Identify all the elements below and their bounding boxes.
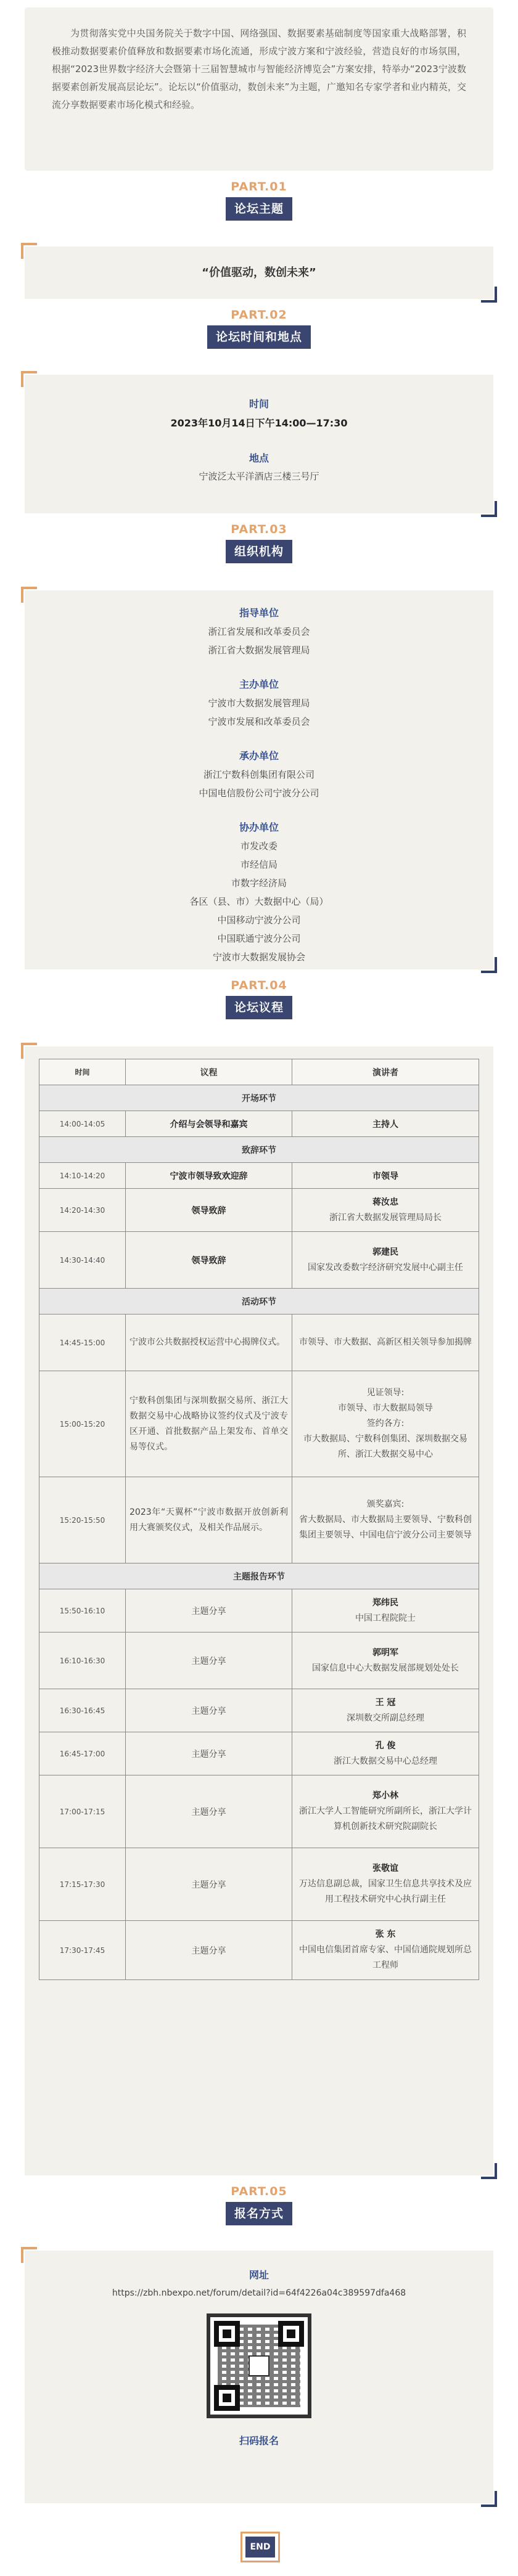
speaker-name: 郭明军 (372, 1647, 398, 1658)
qr-code-wrapper (25, 2313, 493, 2418)
table-row (39, 1371, 479, 1477)
time-cell: 14:20-14:30 (39, 1189, 126, 1232)
topic-cell: 主题分享 (126, 1775, 292, 1848)
topic-cell: 介绍与会领导和嘉宾 (126, 1111, 292, 1137)
part-number: PART.02 (231, 308, 287, 322)
speaker-title: 中国电信集团首席专家、中国信通院规划所总工程师 (299, 1945, 472, 1970)
column-header: 时间 (39, 1059, 126, 1085)
part-02-header (0, 307, 518, 349)
part-number: PART.01 (231, 180, 287, 194)
part-title: 组织机构 (226, 540, 292, 563)
speaker-cell: 颁奖嘉宾: 省大数据局、市大数据局主要领导、宁数科创集团主要领导、中国电信宁波分公司主要领导 (292, 1477, 479, 1563)
part-01-header (0, 179, 518, 221)
section-row (39, 1563, 479, 1589)
table-row (39, 1632, 479, 1689)
time-value: 2023年10月14日下午14:00—17:30 (170, 417, 348, 429)
part-05-header (0, 2183, 518, 2225)
part-03-header (0, 521, 518, 563)
table-row (39, 1732, 479, 1775)
co-item: 宁波市大数据发展协会 (212, 952, 305, 963)
speaker-name: 张敬谊 (372, 1864, 398, 1873)
table-row (39, 1589, 479, 1632)
topic-cell: 宁波市领导致欢迎辞 (126, 1163, 292, 1189)
time-place-card (25, 375, 493, 513)
host-item: 宁波市发展和改革委员会 (208, 716, 310, 727)
topic-cell: 主题分享 (126, 1632, 292, 1689)
speaker-name: 孔 俊 (375, 1740, 396, 1751)
speaker-name: 郭建民 (372, 1247, 398, 1257)
time-cell: 14:45-15:00 (39, 1314, 126, 1371)
qr-finder (214, 2321, 240, 2347)
co-item: 中国移动宁波分公司 (217, 915, 301, 926)
time-cell: 16:45-17:00 (39, 1732, 126, 1775)
corner-decoration (481, 287, 497, 303)
speaker-cell (292, 1632, 479, 1689)
host-label: 主办单位 (239, 679, 279, 690)
speaker-cell: 市领导、市大数据、高新区相关领导参加揭牌 (292, 1314, 479, 1371)
section-title: 开场环节 (39, 1085, 479, 1111)
corner-decoration (21, 371, 37, 387)
topic-cell: 主题分享 (126, 1589, 292, 1632)
section-title: 主题报告环节 (39, 1563, 479, 1589)
time-cell: 14:30-14:40 (39, 1232, 126, 1289)
corner-decoration (21, 1043, 37, 1059)
table-row (39, 1848, 479, 1921)
guide-label: 指导单位 (239, 607, 279, 619)
scan-label: 扫码报名 (239, 2435, 279, 2447)
guide-item: 浙江省发展和改革委员会 (208, 626, 310, 637)
co-item: 市数字经济局 (231, 878, 287, 889)
co-item: 中国联通宁波分公司 (217, 933, 301, 944)
speaker-cell (292, 1689, 479, 1732)
section-row (39, 1085, 479, 1111)
signup-card (25, 2251, 493, 2503)
speaker-title: 国家信息中心大数据发展部规划处处长 (312, 1663, 459, 1673)
qr-finder (278, 2321, 304, 2347)
table-row (39, 1163, 479, 1189)
speaker-title: 中国工程院院士 (355, 1613, 416, 1623)
topic-cell: 领导致辞 (126, 1232, 292, 1289)
end-badge (240, 2532, 280, 2562)
qr-code-icon[interactable] (207, 2313, 311, 2418)
speaker-name: 王 冠 (375, 1697, 396, 1708)
speaker-cell: 主持人 (292, 1111, 479, 1137)
signup-url[interactable]: https://zbh.nbexpo.net/forum/detail?id=64f4226a04c389597dfa468 (112, 2288, 406, 2298)
column-header: 议程 (126, 1059, 292, 1085)
co-item: 各区（县、市）大数据中心（局） (189, 896, 329, 907)
organizer-item: 浙江宁数科创集团有限公司 (203, 769, 314, 780)
topic-cell: 主题分享 (126, 1921, 292, 1980)
time-label: 时间 (249, 398, 269, 410)
speaker-title: 万达信息副总裁，国家卫生信息共享技术及应用工程技术研究中心执行副主任 (299, 1879, 472, 1904)
section-title: 致辞环节 (39, 1137, 479, 1163)
organizer-label: 承办单位 (239, 750, 279, 762)
corner-decoration (481, 2491, 497, 2507)
table-row (39, 1232, 479, 1289)
speaker-cell (292, 1589, 479, 1632)
part-title: 论坛主题 (226, 197, 292, 221)
speaker-cell (292, 1848, 479, 1921)
topic-cell: 宁波市公共数据授权运营中心揭牌仪式。 (126, 1314, 292, 1371)
theme-card (25, 247, 493, 299)
place-label: 地点 (249, 452, 269, 464)
table-row (39, 1921, 479, 1980)
corner-decoration (21, 243, 37, 259)
intro-text: 为贯彻落实党中央国务院关于数字中国、网络强国、数据要素基础制度等国家重大战略部署，积极推动数据要素价值释放和数据要素市场化流通，形成宁波方案和宁波经验，营造良好的市场氛围，根据“2023世界数字经济大会暨第十三届智慧城市与智能经济博览会”方案安排，特举办“2023宁波数据要素创新发展高层论坛”。论坛以“价值驱动，数创未来”为主题，广邀知名专家学者和业内精英，交流分享数据要素市场化模式和经验。 (52, 28, 466, 110)
speaker-title: 浙江大数据交易中心总经理 (334, 1756, 437, 1766)
organizer-item: 中国电信股份公司宁波分公司 (199, 788, 319, 799)
corner-decoration (481, 501, 497, 517)
speaker-name: 蒋汝忠 (372, 1197, 398, 1207)
table-row (39, 1189, 479, 1232)
part-title: 论坛议程 (226, 996, 292, 1019)
speaker-cell: 见证领导: 市领导、市大数据局领导 签约各方: 市大数据局、宁数科创集团、深圳数据交易所、浙江大数据交易中心 (292, 1371, 479, 1477)
table-row (39, 1314, 479, 1371)
time-cell: 17:30-17:45 (39, 1921, 126, 1980)
speaker-title: 浙江大学人工智能研究所副所长，浙江大学计算机创新技术研究院副院长 (299, 1806, 472, 1832)
table-row (39, 1775, 479, 1848)
part-number: PART.03 (231, 523, 287, 536)
topic-cell: 主题分享 (126, 1732, 292, 1775)
speaker-title: 国家发改委数字经济研究发展中心副主任 (308, 1262, 463, 1273)
speaker-name: 郑小林 (372, 1791, 398, 1801)
agenda-table (39, 1059, 479, 1980)
topic-cell: 领导致辞 (126, 1189, 292, 1232)
table-row (39, 1477, 479, 1563)
co-item: 市经信局 (240, 859, 278, 870)
time-cell: 15:00-15:20 (39, 1371, 126, 1477)
speaker-name: 郑纬民 (372, 1597, 398, 1608)
guide-item: 浙江省大数据发展管理局 (208, 645, 310, 656)
part-title: 报名方式 (226, 2202, 292, 2225)
table-header-row (39, 1059, 479, 1085)
speaker-cell (292, 1232, 479, 1289)
co-item: 市发改委 (240, 841, 278, 852)
corner-decoration (21, 587, 37, 603)
speaker-cell (292, 1921, 479, 1980)
section-row (39, 1137, 479, 1163)
speaker-title: 浙江省大数据发展管理局局长 (329, 1212, 442, 1223)
part-04-header (0, 977, 518, 1019)
qr-finder (214, 2385, 240, 2411)
topic-cell: 宁数科创集团与深圳数据交易所、浙江大数据交易中心战略协议签约仪式及宁波专区开通、首批数据产品上架发布、首单交易等仪式。 (126, 1371, 292, 1477)
speaker-cell: 市领导 (292, 1163, 479, 1189)
topic-cell: 2023年“天翼杯”宁波市数据开放创新利用大赛颁奖仪式，及相关作品展示。 (126, 1477, 292, 1563)
topic-cell: 主题分享 (126, 1689, 292, 1732)
speaker-cell (292, 1775, 479, 1848)
theme-slogan: “价值驱动，数创未来” (202, 266, 316, 279)
speaker-cell (292, 1732, 479, 1775)
end-label: END (245, 2537, 275, 2558)
url-label: 网址 (249, 2269, 269, 2281)
corner-decoration (481, 2163, 497, 2179)
qr-logo (249, 2355, 269, 2376)
section-title: 活动环节 (39, 1289, 479, 1314)
time-cell: 17:15-17:30 (39, 1848, 126, 1921)
speaker-cell (292, 1189, 479, 1232)
intro-card (25, 7, 493, 171)
table-row (39, 1689, 479, 1732)
time-cell: 14:10-14:20 (39, 1163, 126, 1189)
place-value: 宁波泛太平洋酒店三楼三号厅 (199, 471, 319, 482)
time-cell: 15:50-16:10 (39, 1589, 126, 1632)
time-cell: 17:00-17:15 (39, 1775, 126, 1848)
part-number: PART.04 (231, 979, 287, 992)
time-cell: 15:20-15:50 (39, 1477, 126, 1563)
column-header: 演讲者 (292, 1059, 479, 1085)
part-number: PART.05 (231, 2185, 287, 2198)
time-cell: 16:30-16:45 (39, 1689, 126, 1732)
time-cell: 14:00-14:05 (39, 1111, 126, 1137)
host-item: 宁波市大数据发展管理局 (208, 698, 310, 709)
corner-decoration (481, 957, 497, 973)
speaker-name: 张 东 (375, 1930, 396, 1939)
corner-decoration (21, 2247, 37, 2263)
speaker-title: 深圳数交所副总经理 (347, 1713, 424, 1723)
topic-cell: 主题分享 (126, 1848, 292, 1921)
time-cell: 16:10-16:30 (39, 1632, 126, 1689)
table-row (39, 1111, 479, 1137)
co-label: 协办单位 (239, 821, 279, 833)
organization-card (25, 590, 493, 969)
section-row (39, 1289, 479, 1314)
part-title: 论坛时间和地点 (207, 325, 311, 349)
